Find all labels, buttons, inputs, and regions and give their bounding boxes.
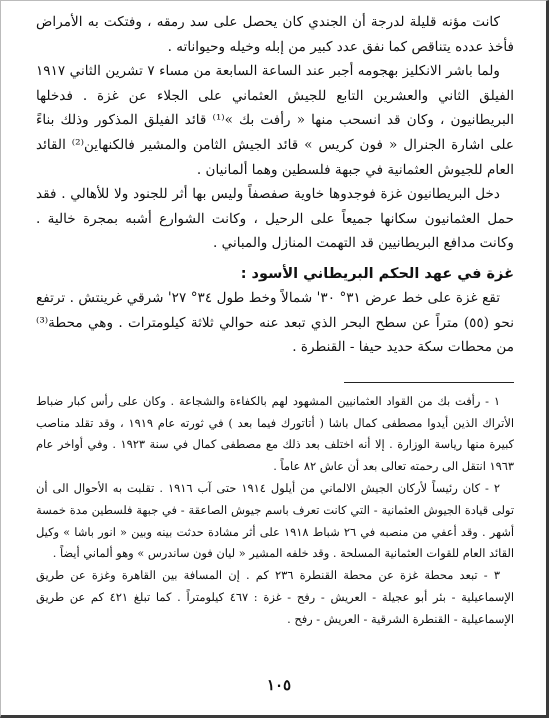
- body-paragraph: تقع غزة على خط عرض ٣١° ٣٠' شمالاً وخط طول ٣٤° ٢٧' شرقي غرينتش . ترتفع نحو (٥٥) متراً عن سطح البحر الذي تبعد عنه حوالي ثلاثة كيلومترات . وهي محطة⁽³⁾ من محطات سكة حديد حيفا - القنطرة .: [36, 289, 514, 356]
- footnote: ١ - رأفت بك من القواد العثمانيين المشهود لهم بالكفاءة والشجاعة . وكان على رأس كبار ضباط الأتراك الذين أيدوا مصطفى كمال باشا ( أتاتورك فيما بعد ) في ثورته عام ١٩١٩ ، وقد تقلد مناصب كبيرة منها رياسة الوزارة . إلا أنه اختلف بعد ذلك مع مصطفى كمال في سنة ١٩٢٣ . وفي أواخر عام ١٩٦٣ انتقل الى رحمته تعالى بعد أن عاش ٨٢ عاماً .: [36, 393, 514, 474]
- footnote: ٣ - تبعد محطة غزة عن محطة القنطرة ٢٣٦ كم . إن المسافة بين القاهرة وغزة عن طريق الإسماعيلية - بئر أبو عجيلة - العريش - رفح - غزة : ٤٦٧ كيلومتراً . كما تبلغ ٤٢١ كم عن طريق الإسماعيلية - القنطرة الشرقية - العريش - رفح .: [36, 568, 514, 626]
- section-heading: غزة في عهد الحكم البريطاني الأسود :: [240, 265, 514, 282]
- book-page: [36, 10, 514, 630]
- body-paragraph: ولما باشر الانكليز بهجومه أجبر عند الساعة السابعة من مساء ٧ تشرين الثاني ١٩١٧ الفيلق الثاني والعشرين التابع للجيش العثماني على الجلاء عن غزة . فدخلها البريطانيون ، وكان قد انسحب منها « رأفت بك »⁽¹⁾ قائد الفيلق المذكور وذلك بناءً على اشارة الجنرال « فون كريس » قائد الجيش الثامن والمشير فالكنهاين⁽²⁾ القائد العام للجيوش العثمانية في جبهة فلسطين وهما ألمانيان .: [36, 63, 515, 178]
- body-paragraph: دخل البريطانيون غزة فوجدوها خاوية صفصفاً وليس بها أثر للجنود ولا للأهالي . فقد حمل العثمانيون سكانها جميعاً على الرحيل ، وكانت الشوارع أشبه بمجرة خالية . وكانت مدافع البريطانيين قد التهمت المنازل والمباني .: [36, 186, 514, 252]
- page-number: ١٠٥: [266, 676, 292, 694]
- footnote: ٢ - كان رئيساً لأركان الجيش الالماني من أيلول ١٩١٤ حتى آب ١٩١٦ . تقلبت به الأحوال الى أن تولى قيادة الجيوش العثمانية - التي كانت تعرف باسم جيوش الصاعقة - في جبهة فلسطين مدة خمسة أشهر . وقد أعفي من منصبه في ٢٦ شباط ١٩١٨ على أثر مشادة حدثت بينه وبين « انور باشا » وكيل القائد العام للقوات العثمانية المسلحة . وقد خلفه المشير « ليان فون ساندرس » وهو ألماني أيضاً .: [36, 480, 514, 561]
- body-paragraph: كانت مؤنه قليلة لدرجة أن الجندي كان يحصل على سد رمقه ، وفتكت به الأمراض فأخذ عدده يتناقص كما نفق عدد كبير من إبله وخيله وحيواناته .: [36, 14, 514, 55]
- footnote-divider: [344, 382, 514, 383]
